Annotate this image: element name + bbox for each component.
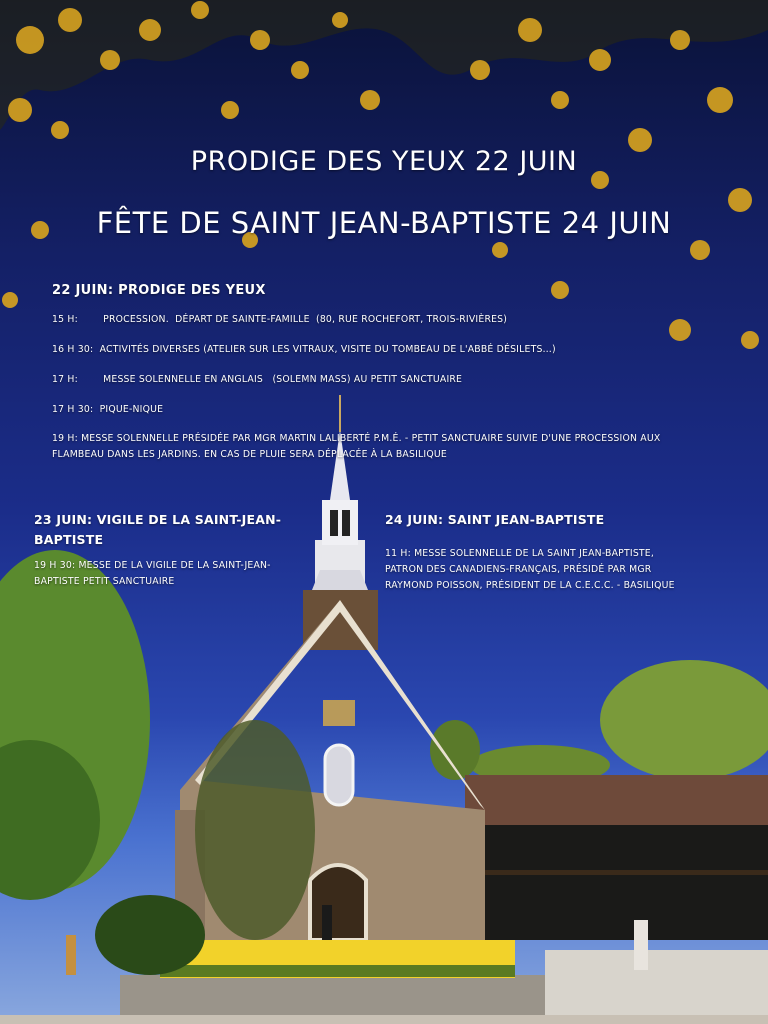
title-line-2: FÊTE DE SAINT JEAN-BAPTISTE 24 JUIN (96, 206, 672, 240)
day23-text: 19 H 30: MESSE DE LA VIGILE DE LA SAINT-JEAN-BAPTISTE PETIT SANCTUAIRE (34, 560, 271, 587)
tree-right (600, 660, 768, 780)
title-line-1: PRODIGE DES YEUX 22 JUIN (190, 146, 578, 177)
day22-item-3: 17 H: MESSE SOLENNELLE EN ANGLAIS (SOLEMN MASS) AU PETIT SANCTUAIRE (52, 374, 463, 385)
chapel-door (310, 865, 366, 940)
person-right (634, 920, 648, 970)
day22-item-4: 17 H 30: PIQUE-NIQUE (52, 404, 164, 415)
day22-item-1: 15 H: PROCESSION. DÉPART DE SAINTE-FAMILLE (80, RUE ROCHEFORT, TROIS-RIVIÈRES) (52, 314, 508, 325)
chapel-window (325, 745, 353, 805)
day23-heading: 23 JUIN: VIGILE DE LA SAINT-JEAN-BAPTISTE (34, 512, 282, 547)
day22-item-5: 19 H: MESSE SOLENNELLE PRÉSIDÉE PAR MGR MARTIN LALIBERTÉ P.M.É. - PETIT SANCTUAIRE SUIVIE D'UNE PROCESSION AUX FLAMBEAU DANS LES JARDINS. EN CAS DE PLUIE SERA DÉPLACÉE À LA BASILIQUE (52, 433, 661, 460)
hall-wall (470, 825, 768, 940)
person-left (66, 935, 76, 975)
tulip-bed-wall (120, 975, 545, 1015)
day24-heading: 24 JUIN: SAINT JEAN-BAPTISTE (385, 512, 605, 527)
day22-item-2: 16 H 30: ACTIVITÉS DIVERSES (ATELIER SUR LES VITRAUX, VISITE DU TOMBEAU DE L'ABBÉ DÉSILETS…) (52, 344, 556, 355)
hall-roof (465, 775, 768, 825)
day24-text: 11 H: MESSE SOLENNELLE DE LA SAINT JEAN-BAPTISTE, PATRON DES CANADIENS-FRANÇAIS, PRÉSIDÉ PAR MGR RAYMOND POISSON, PRÉSIDENT DE LA C.E.C.C. - BASILIQUE (385, 548, 675, 591)
day22-heading: 22 JUIN: PRODIGE DES YEUX (52, 283, 266, 298)
